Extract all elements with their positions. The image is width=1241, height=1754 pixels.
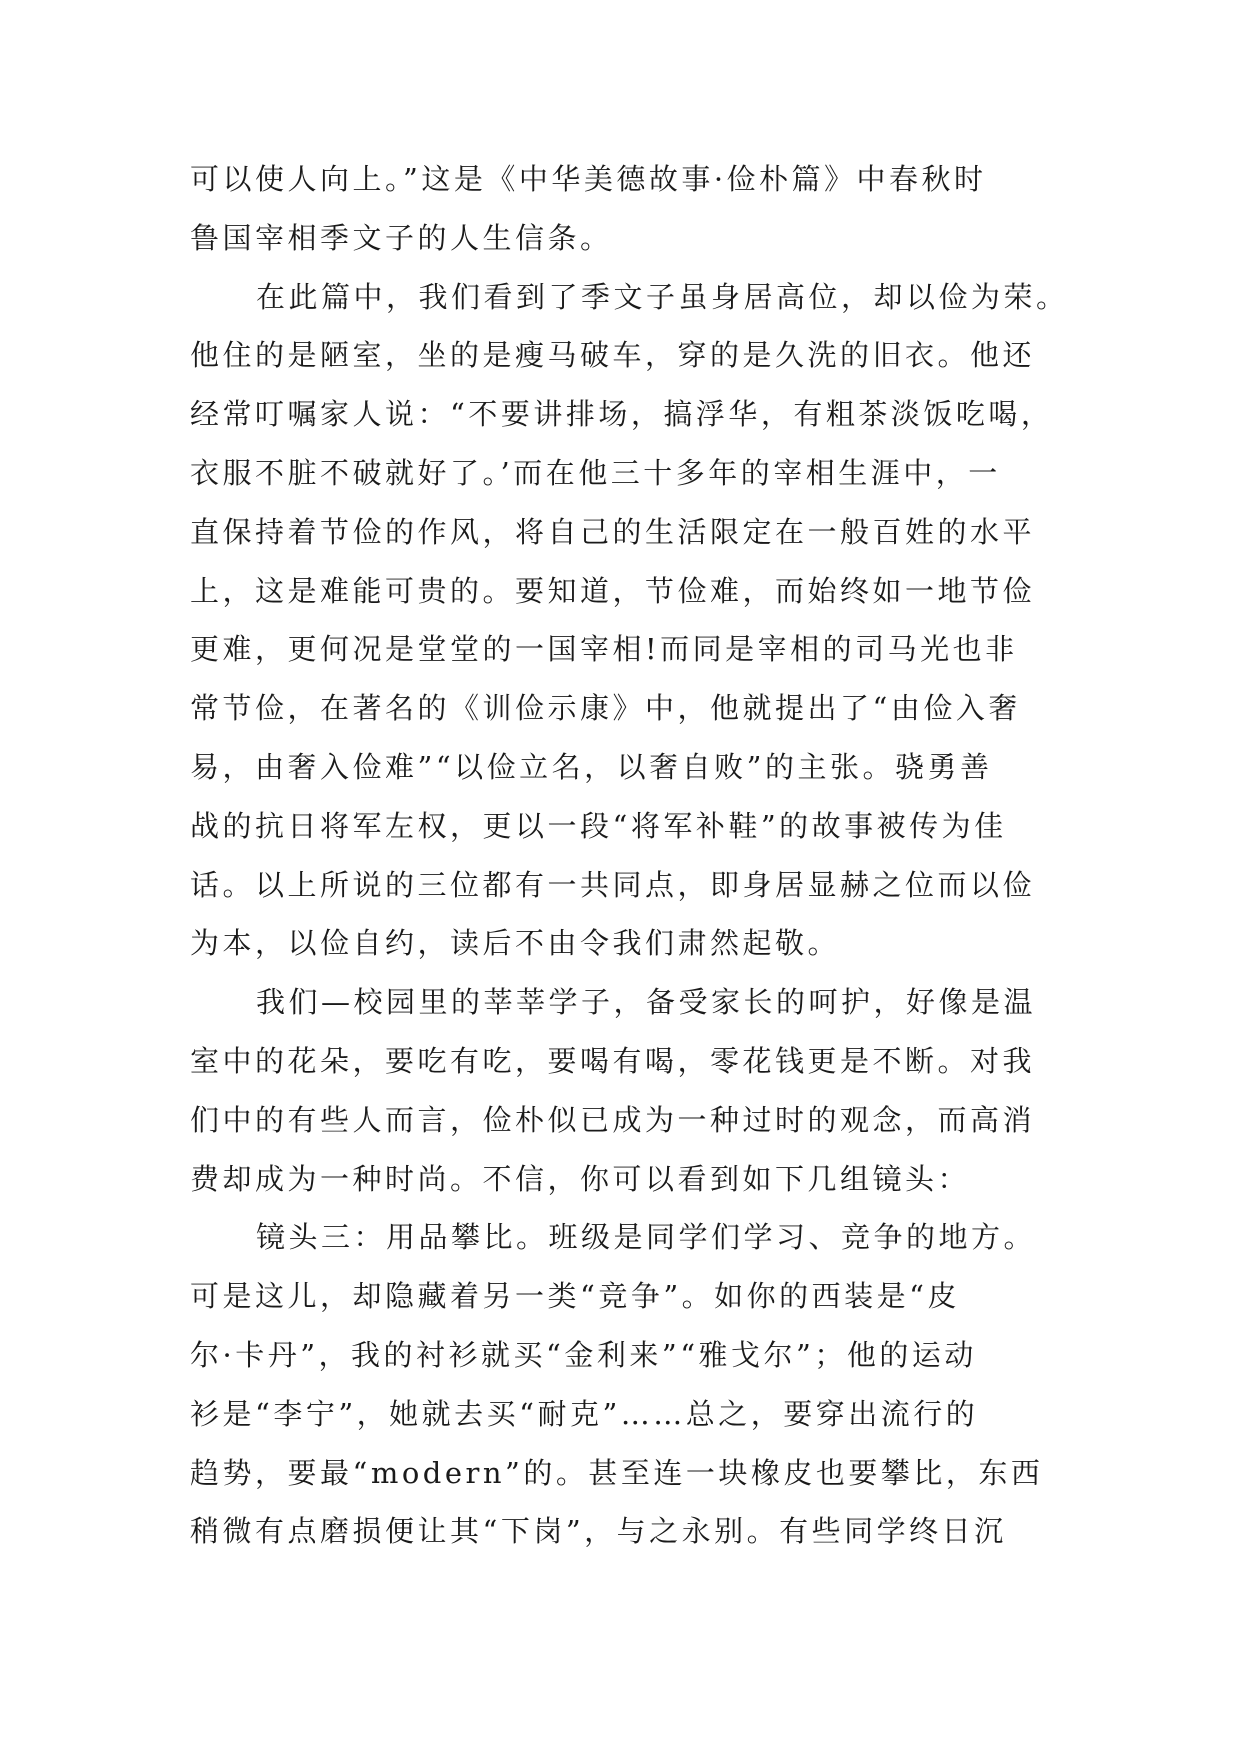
- paragraph-start-line: 在此篇中，我们看到了季文子虽身居高位，却以俭为荣。: [256, 279, 1069, 314]
- text-line: 稍微有点磨损便让其“下岗”，与之永别。有些同学终日沉: [190, 1514, 1007, 1549]
- text-line: 更难，更何况是堂堂的一国宰相!而同是宰相的司马光也非: [190, 632, 1018, 667]
- text-line: 经常叮嘱家人说：“不要讲排场，搞浮华，有粗茶淡饭吃喝，: [190, 397, 1054, 432]
- text-line: 他住的是陋室，坐的是瘦马破车，穿的是久洗的旧衣。他还: [190, 338, 1036, 373]
- text-line: 直保持着节俭的作风，将自己的生活限定在一般百姓的水平: [190, 514, 1036, 549]
- text-line: 尔·卡丹”，我的衬衫就买“金利来”“雅戈尔”；他的运动: [190, 1337, 977, 1372]
- text-line: 费却成为一种时尚。不信，你可以看到如下几组镜头：: [190, 1161, 971, 1196]
- text-line: 衣服不脏不破就好了。’而在他三十多年的宰相生涯中，一: [190, 455, 1001, 490]
- text-line: 上，这是难能可贵的。要知道，节俭难，而始终如一地节俭: [190, 573, 1036, 608]
- text-line: 可是这儿，却隐藏着另一类“竞争”。如你的西装是“皮: [190, 1279, 960, 1314]
- paragraph-start-line: 镜头三：用品攀比。班级是同学们学习、竞争的地方。: [256, 1220, 1037, 1255]
- text-line: 为本，以俭自约，读后不由令我们肃然起敬。: [190, 926, 841, 961]
- text-line: 可以使人向上。”这是《中华美德故事·俭朴篇》中春秋时: [190, 162, 987, 196]
- text-line: 衫是“李宁”，她就去买“耐克”……总之，要穿出流行的: [190, 1396, 979, 1431]
- body-text: [190, 150, 1069, 1561]
- text-line: 常节俭，在著名的《训俭示康》中，他就提出了“由俭入奢: [190, 691, 1021, 726]
- paragraph-start-line: 我们—校园里的莘莘学子，备受家长的呵护，好像是温: [256, 985, 1037, 1020]
- text-line: 趋势，要最“modern”的。甚至连一块橡皮也要攀比，东西: [190, 1455, 1044, 1490]
- text-line: 战的抗日将军左权，更以一段“将军补鞋”的故事被传为佳: [190, 808, 1007, 843]
- text-line: 室中的花朵，要吃有吃，要喝有喝，零花钱更是不断。对我: [190, 1043, 1036, 1078]
- text-line: 话。以上所说的三位都有一共同点，即身居显赫之位而以俭: [190, 867, 1036, 902]
- text-line: 易，由奢入俭难”“以俭立名，以奢自败”的主张。骁勇善: [190, 749, 993, 784]
- text-line: 们中的有些人而言，俭朴似已成为一种过时的观念，而高消: [190, 1102, 1036, 1137]
- text-line: 鲁国宰相季文子的人生信条。: [190, 220, 613, 255]
